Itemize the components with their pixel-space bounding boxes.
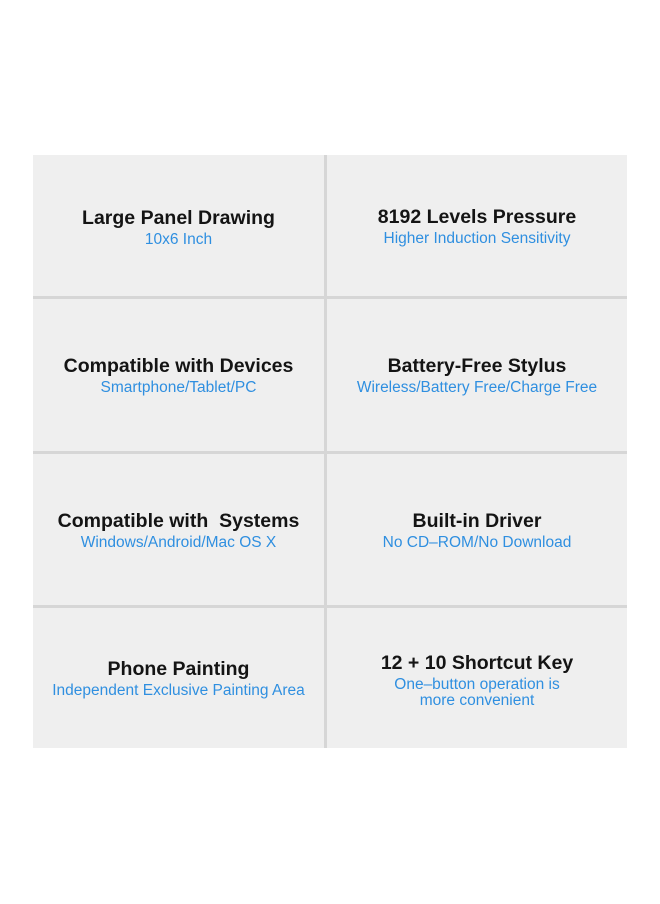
feature-title: Large Panel Drawing <box>82 206 275 229</box>
feature-title: Built-in Driver <box>412 509 542 532</box>
feature-subtitle: 10x6 Inch <box>144 230 213 248</box>
feature-cell-built-in-driver <box>327 454 627 605</box>
feature-cell-compatible-systems <box>33 454 324 605</box>
feature-title: Phone Painting <box>107 658 250 680</box>
feature-subtitle: Independent Exclusive Painting Area <box>52 682 305 699</box>
feature-subtitle: No CD–ROM/No Download <box>382 533 572 551</box>
feature-subtitle: Smartphone/Tablet/PC <box>100 379 257 396</box>
feature-title: Compatible with Systems <box>57 509 300 532</box>
feature-title: Compatible with Devices <box>63 355 294 377</box>
feature-subtitle: One–button operation is <box>394 676 560 693</box>
feature-subtitle-line2: more convenient <box>419 692 535 709</box>
feature-grid <box>33 155 627 748</box>
feature-cell-large-panel <box>33 155 324 296</box>
feature-cell-shortcut-keys <box>327 608 627 748</box>
feature-subtitle: Wireless/Battery Free/Charge Free <box>356 379 598 396</box>
feature-title: 8192 Levels Pressure <box>377 205 577 228</box>
feature-cell-battery-free-stylus <box>327 299 627 451</box>
feature-cell-phone-painting <box>33 608 324 748</box>
feature-title: 12 + 10 Shortcut Key <box>380 652 574 674</box>
feature-subtitle: Windows/Android/Mac OS X <box>80 533 277 551</box>
feature-cell-pressure-levels <box>327 155 627 296</box>
feature-title: Battery-Free Stylus <box>387 355 567 377</box>
feature-subtitle: Higher Induction Sensitivity <box>383 229 571 247</box>
feature-cell-compatible-devices <box>33 299 324 451</box>
